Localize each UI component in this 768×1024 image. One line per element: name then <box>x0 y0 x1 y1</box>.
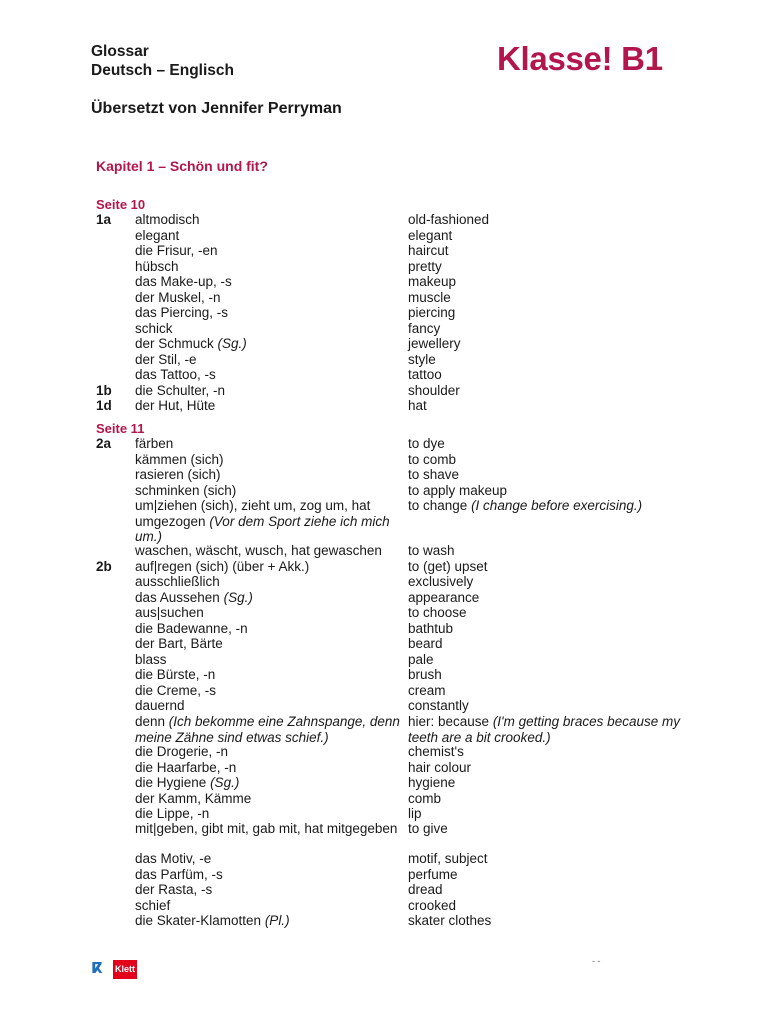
english-translation: brush <box>408 667 442 682</box>
english-translation: beard <box>408 636 443 651</box>
german-term: der Hut, Hüte <box>135 398 216 413</box>
translator-credit: Übersetzt von Jennifer Perryman <box>91 100 342 117</box>
english-translation: constantly <box>408 698 469 713</box>
english-translation: tattoo <box>408 367 442 382</box>
german-term: altmodisch <box>135 212 200 227</box>
german-term: das Motiv, -e <box>135 851 212 866</box>
german-term: die Schulter, -n <box>135 383 226 398</box>
german-term: das Make-up, -s <box>135 274 232 289</box>
german-term: die Badewanne, -n <box>135 621 248 636</box>
english-translation: piercing <box>408 305 456 320</box>
english-translation: to choose <box>408 605 467 620</box>
english-translation: motif, subject <box>408 851 488 866</box>
english-translation: perfume <box>408 867 458 882</box>
english-translation: pale <box>408 652 434 667</box>
exercise-number: 2b <box>96 559 112 574</box>
english-translation: hair colour <box>408 760 472 775</box>
german-term: die Bürste, -n <box>135 667 216 682</box>
section-heading: Seite 10 <box>96 197 146 212</box>
glossary-title: Glossar <box>91 43 149 60</box>
german-term: die Haarfarbe, -n <box>135 760 237 775</box>
english-translation: bathtub <box>408 621 454 636</box>
english-translation: to shave <box>408 467 460 482</box>
german-term: denn (Ich bekomme eine Zahnspange, denn meine Zähne sind etwas schief.) <box>135 714 400 745</box>
german-term: um|ziehen (sich), zieht um, zog um, hat umgezogen (Vor dem Sport ziehe ich mich um.) <box>135 498 390 544</box>
german-term: waschen, wäscht, wusch, hat gewaschen <box>135 543 382 558</box>
german-term: die Hygiene (Sg.) <box>135 775 240 790</box>
german-term: schief <box>135 898 171 913</box>
english-translation: lip <box>408 806 422 821</box>
english-translation: hat <box>408 398 427 413</box>
language-pair: Deutsch – Englisch <box>91 62 234 79</box>
german-term: blass <box>135 652 167 667</box>
english-translation: to comb <box>408 452 457 467</box>
german-term: kämmen (sich) <box>135 452 224 467</box>
german-term: das Piercing, -s <box>135 305 229 320</box>
english-translation: to wash <box>408 543 455 558</box>
german-term: der Muskel, -n <box>135 290 221 305</box>
english-translation: comb <box>408 791 442 806</box>
klett-logo-mark-icon: ⴽ <box>91 960 103 977</box>
english-translation: makeup <box>408 274 457 289</box>
german-term: das Tattoo, -s <box>135 367 216 382</box>
german-term: mit|geben, gibt mit, gab mit, hat mitgegeben <box>135 821 398 836</box>
german-term: der Rasta, -s <box>135 882 213 897</box>
german-term: rasieren (sich) <box>135 467 221 482</box>
german-term: auf|regen (sich) (über + Akk.) <box>135 559 310 574</box>
english-translation: to give <box>408 821 448 836</box>
german-term: der Bart, Bärte <box>135 636 223 651</box>
german-term: die Creme, -s <box>135 683 217 698</box>
english-translation: skater clothes <box>408 913 492 928</box>
german-term: die Drogerie, -n <box>135 744 229 759</box>
klett-logo <box>91 959 137 979</box>
german-term: das Parfüm, -s <box>135 867 223 882</box>
chapter-heading: Kapitel 1 – Schön und fit? <box>96 158 268 174</box>
english-translation: old-fashioned <box>408 212 490 227</box>
document-header <box>91 42 234 80</box>
english-translation: to dye <box>408 436 445 451</box>
exercise-number: 1b <box>96 383 112 398</box>
english-translation: muscle <box>408 290 451 305</box>
section-heading: Seite 11 <box>96 421 145 436</box>
english-translation: appearance <box>408 590 480 605</box>
english-translation: fancy <box>408 321 441 336</box>
english-translation: chemist's <box>408 744 464 759</box>
english-translation: pretty <box>408 259 442 274</box>
german-term: schminken (sich) <box>135 483 237 498</box>
english-translation: to change (I change before exercising.) <box>408 498 643 513</box>
german-term: die Skater-Klamotten (Pl.) <box>135 913 290 928</box>
german-term: schick <box>135 321 173 336</box>
klett-logo-text: Klett <box>113 960 137 979</box>
german-term: färben <box>135 436 174 451</box>
english-translation: to apply makeup <box>408 483 508 498</box>
german-term: die Frisur, -en <box>135 243 218 258</box>
german-term: das Aussehen (Sg.) <box>135 590 253 605</box>
german-term: die Lippe, -n <box>135 806 210 821</box>
english-translation: to (get) upset <box>408 559 488 574</box>
exercise-number: 1a <box>96 212 112 227</box>
german-term: aus|suchen <box>135 605 204 620</box>
english-translation: style <box>408 352 436 367</box>
exercise-number: 2a <box>96 436 112 451</box>
english-translation: exclusively <box>408 574 474 589</box>
exercise-number: 1d <box>96 398 112 413</box>
english-translation: elegant <box>408 228 453 243</box>
english-translation: dread <box>408 882 443 897</box>
german-term: dauernd <box>135 698 185 713</box>
german-term: der Kamm, Kämme <box>135 791 252 806</box>
english-translation: crooked <box>408 898 457 913</box>
german-term: ausschließlich <box>135 574 220 589</box>
brand-title: Klasse! B1 <box>497 40 663 77</box>
english-translation: hier: because (I'm getting braces because my teeth are a bit crooked.) <box>408 714 680 745</box>
english-translation: hygiene <box>408 775 456 790</box>
english-translation: shoulder <box>408 383 460 398</box>
english-translation: haircut <box>408 243 449 258</box>
english-translation: cream <box>408 683 446 698</box>
german-term: hübsch <box>135 259 179 274</box>
english-translation: jewellery <box>408 336 461 351</box>
german-term: elegant <box>135 228 180 243</box>
german-term: der Schmuck (Sg.) <box>135 336 247 351</box>
page-mark: - - <box>592 956 601 966</box>
german-term: der Stil, -e <box>135 352 197 367</box>
